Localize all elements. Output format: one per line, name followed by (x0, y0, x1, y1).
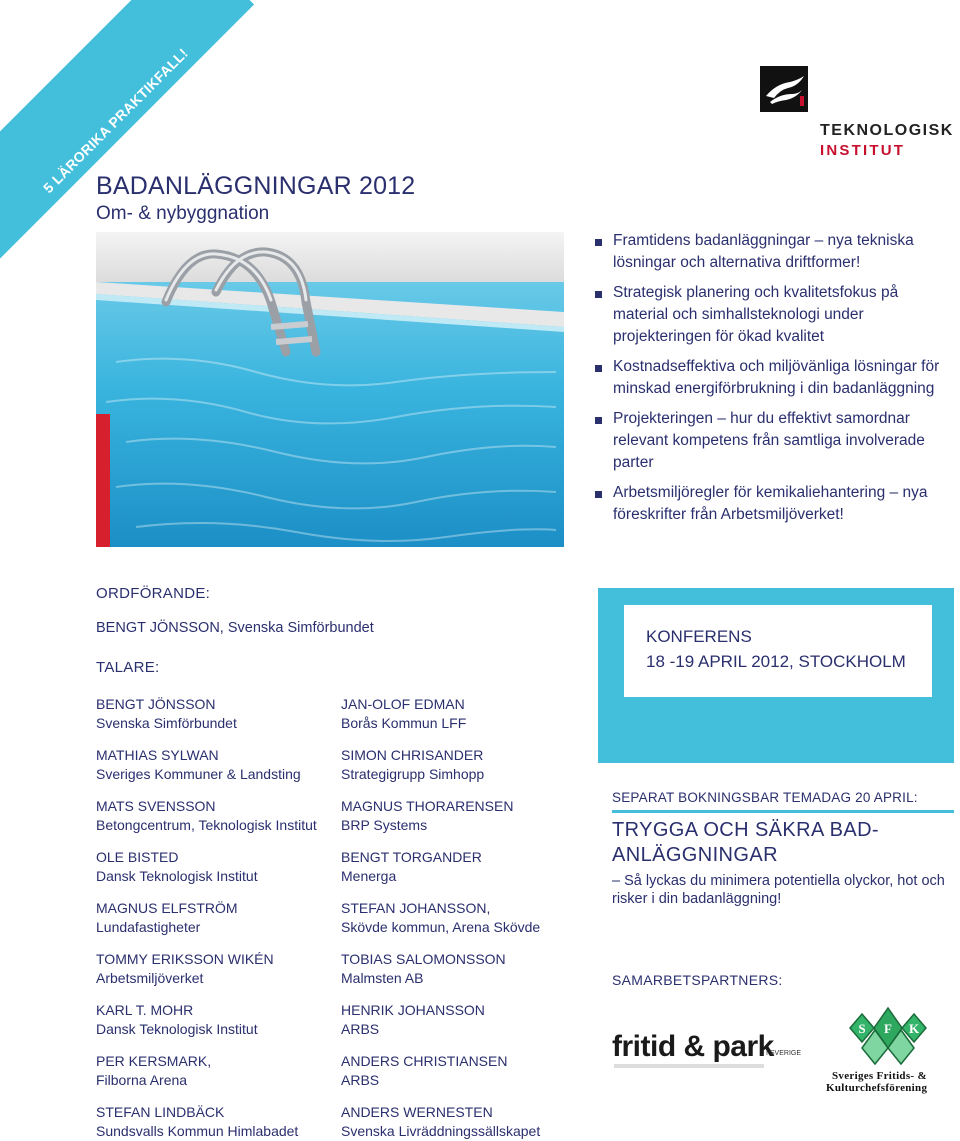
separate-day-description: – Så lyckas du minimera potentiella olyckor, hot och risker i din badanläggning! (612, 873, 945, 907)
separate-day-title-line2: ANLÄGGNINGAR (612, 844, 778, 866)
sfk-letter-s: S (858, 1021, 866, 1036)
conference-box (598, 588, 954, 763)
speaker-name: BENGT TORGANDER (341, 849, 482, 865)
speaker-entry (341, 1052, 581, 1090)
partners-label: SAMARBETSPARTNERS: (612, 972, 783, 988)
sfk-letter-k: K (908, 1021, 920, 1036)
speaker-name: MATS SVENSSON (96, 798, 216, 814)
speaker-entry (341, 1103, 581, 1141)
red-accent-bar (96, 414, 110, 547)
speakers-label: TALARE: (96, 659, 160, 676)
speaker-org: Svenska Livräddningssällskapet (341, 1123, 541, 1139)
speaker-org: Sundsvalls Kommun Himlabadet (96, 1123, 299, 1139)
speaker-org: Betongcentrum, Teknologisk Institut (96, 817, 317, 833)
speaker-name: MAGNUS THORARENSEN (341, 798, 514, 814)
speaker-name: BENGT JÖNSSON (96, 696, 216, 712)
bullet-item: Projekteringen – hur du effektivt samordnar relevant kompetens från samtliga involverade parter (595, 408, 945, 474)
speaker-org: Filborna Arena (96, 1072, 188, 1088)
speaker-name: HENRIK JOHANSSON (341, 1002, 485, 1018)
speaker-org: Dansk Teknologisk Institut (96, 1021, 258, 1037)
speaker-name: MAGNUS ELFSTRÖM (96, 900, 238, 916)
speaker-org: Skövde kommun, Arena Skövde (341, 919, 541, 935)
speaker-name: ANDERS WERNESTEN (341, 1104, 493, 1120)
speaker-entry (96, 746, 336, 784)
separate-day-title (612, 818, 942, 868)
bullet-item: Kostnadseffektiva och miljövänliga lösningar för minskad energiförbrukning i din badanläggning (595, 356, 945, 400)
fritid-park-logo: fritid & park (612, 1030, 774, 1063)
speaker-name: PER KERSMARK, (96, 1053, 212, 1069)
conference-label: KONFERENS (646, 627, 752, 646)
separate-day-heading: SEPARAT BOKNINGSBAR TEMADAG 20 APRIL: (612, 790, 918, 805)
speaker-entry (96, 797, 336, 835)
speaker-org: Dansk Teknologisk Institut (96, 868, 258, 884)
bullet-item: Strategisk planering och kvalitetsfokus på material och simhallsteknologi under projekteringen för ökad kvalitet (595, 282, 945, 348)
separate-day-divider (612, 810, 954, 813)
speaker-name: SIMON CHRISANDER (341, 747, 484, 763)
speaker-name: STEFAN LINDBÄCK (96, 1104, 225, 1120)
speaker-entry (341, 797, 581, 835)
conference-date: 18 -19 APRIL 2012, STOCKHOLM (646, 652, 906, 671)
sfk-logo-text-line1: Sveriges Fritids- & (832, 1070, 927, 1082)
chair-label: ORDFÖRANDE: (96, 585, 211, 602)
speaker-name: KARL T. MOHR (96, 1002, 194, 1018)
page-title: BADANLÄGGNINGAR 2012 (96, 172, 416, 200)
sfk-logo (848, 1006, 928, 1066)
speaker-org: Menerga (341, 868, 397, 884)
speaker-entry (96, 950, 336, 988)
bullet-item: Arbetsmiljöregler för kemikaliehantering – nya föreskrifter från Arbetsmiljöverket! (595, 482, 945, 526)
speaker-name: OLE BISTED (96, 849, 179, 865)
speaker-org: ARBS (341, 1072, 380, 1088)
page-subtitle: Om- & nybyggnation (96, 203, 270, 224)
conference-box-inner (624, 605, 932, 697)
teknologisk-institut-logo-mark (760, 66, 808, 112)
speaker-org: ARBS (341, 1021, 380, 1037)
banner-text: 5 LÄRORIKA PRAKTIKFALL! (39, 44, 192, 197)
speaker-org: Malmsten AB (341, 970, 424, 986)
logo-text-line2: INSTITUT (820, 142, 906, 159)
speaker-entry (341, 848, 581, 886)
speaker-name: ANDERS CHRISTIANSEN (341, 1053, 508, 1069)
pool-photo (96, 232, 564, 547)
sfk-letter-f: F (884, 1021, 892, 1036)
speaker-org: BRP Systems (341, 817, 428, 833)
speaker-entry (341, 746, 581, 784)
speaker-name: TOMMY ERIKSSON WIKÉN (96, 951, 274, 967)
fritid-park-logo-sub: I SVERIGE (766, 1050, 802, 1057)
speaker-name: MATHIAS SYLWAN (96, 747, 219, 763)
speaker-entry (341, 899, 581, 937)
bird-emblem-icon (760, 66, 808, 112)
speaker-entry (341, 950, 581, 988)
speaker-entry (96, 848, 336, 886)
speaker-org: Svenska Simförbundet (96, 715, 237, 731)
speaker-org: Sveriges Kommuner & Landsting (96, 766, 301, 782)
logo-text-line1: TEKNOLOGISK (820, 122, 954, 139)
separate-day-title-line1: TRYGGA OCH SÄKRA BAD- (612, 819, 879, 841)
sfk-logo-text-line2: Kulturchefsförening (826, 1082, 928, 1094)
speaker-entry (341, 695, 581, 733)
speaker-entry (96, 695, 336, 733)
speaker-name: TOBIAS SALOMONSSON (341, 951, 506, 967)
speaker-entry (96, 1103, 336, 1141)
speaker-org: Arbetsmiljöverket (96, 970, 204, 986)
speaker-name: STEFAN JOHANSSON, (341, 900, 491, 916)
fritid-park-tagline-bar (614, 1064, 764, 1068)
sfk-diamonds-icon (848, 1006, 928, 1066)
speaker-entry (96, 1001, 336, 1039)
speaker-entry (96, 1052, 336, 1090)
speaker-entry (96, 899, 336, 937)
speaker-name: JAN-OLOF EDMAN (341, 696, 465, 712)
speaker-entry (341, 1001, 581, 1039)
pool-illustration (96, 232, 564, 547)
bullet-item: Framtidens badanläggningar – nya tekniska lösningar och alternativa driftformer! (595, 230, 945, 274)
speaker-org: Lundafastigheter (96, 919, 201, 935)
speaker-org: Strategigrupp Simhopp (341, 766, 485, 782)
feature-bullet-list (595, 230, 945, 534)
chair-name: BENGT JÖNSSON, Svenska Simförbundet (96, 620, 374, 636)
speaker-org: Borås Kommun LFF (341, 715, 467, 731)
